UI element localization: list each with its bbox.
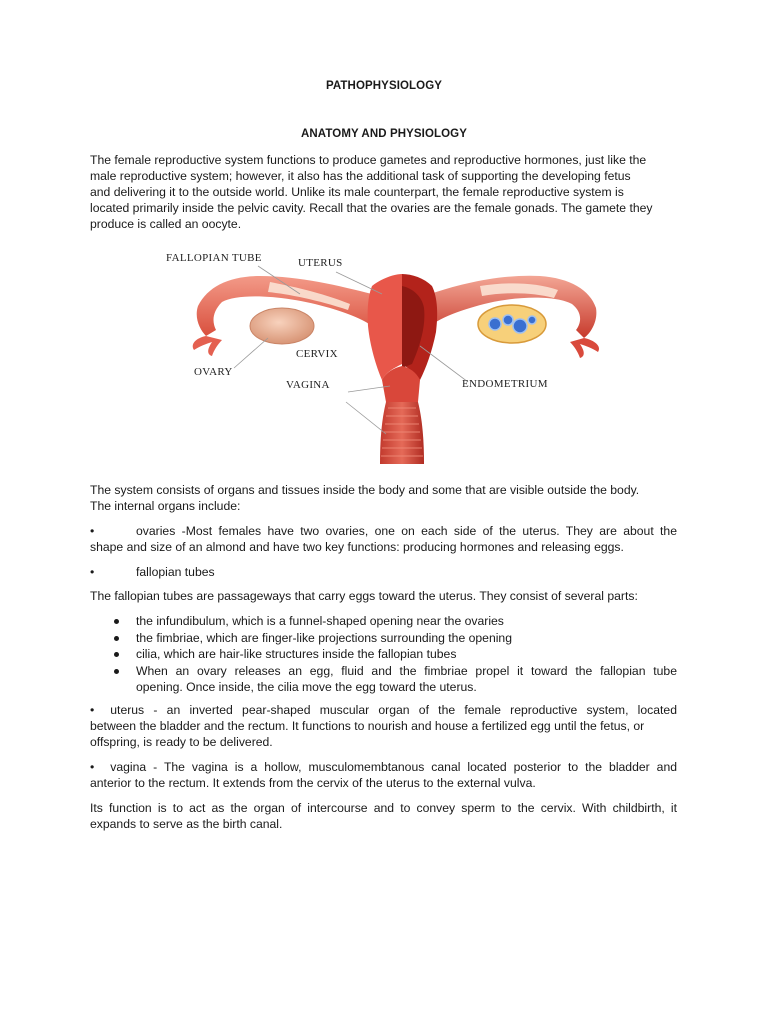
label-vagina: VAGINA bbox=[286, 379, 330, 391]
fallopian-parts-list bbox=[112, 613, 677, 696]
bullet-marker: • bbox=[90, 760, 95, 774]
intro-line: produce is called an oocyte. bbox=[90, 217, 242, 231]
uterus-line-text: uterus - an inverted pear-shaped muscular organ of the female reproductive system, located bbox=[110, 703, 677, 717]
uterus-illustration bbox=[150, 246, 620, 464]
label-uterus: UTERUS bbox=[298, 257, 343, 269]
list-item bbox=[112, 630, 677, 647]
intro-line: located primarily inside the pelvic cavity. Recall that the ovaries are the female gonads. The gamete they bbox=[90, 201, 653, 215]
list-item bbox=[112, 646, 677, 663]
uterus-paragraph bbox=[90, 702, 677, 750]
bullet-marker: • bbox=[90, 524, 95, 538]
vagina-line: anterior to the rectum. It extends from the cervix of the uterus to the external vulva. bbox=[90, 776, 536, 790]
intro-line: male reproductive system; however, it also has the additional task of supporting the developing fetus bbox=[90, 169, 631, 183]
vagina-line bbox=[90, 759, 677, 775]
list-item-text: cilia, which are hair-like structures inside the fallopian tubes bbox=[136, 647, 457, 661]
function-paragraph bbox=[90, 800, 677, 832]
bullet-marker: • bbox=[90, 565, 95, 579]
vagina-shape bbox=[380, 402, 424, 464]
function-line: expands to serve as the birth canal. bbox=[90, 817, 283, 831]
list-item-text: When an ovary releases an egg, fluid and the fimbriae propel it toward the fallopian tube bbox=[136, 663, 677, 678]
label-cervix: CERVIX bbox=[296, 348, 338, 360]
uterus-line bbox=[90, 702, 677, 718]
label-endometrium: ENDOMETRIUM bbox=[462, 378, 548, 390]
list-item bbox=[112, 663, 677, 696]
fallopian-bullet-label: fallopian tubes bbox=[136, 565, 215, 579]
function-line: Its function is to act as the organ of intercourse and to convey sperm to the cervix. With childbirth, it bbox=[90, 801, 677, 815]
system-line: The system consists of organs and tissues inside the body and some that are visible outside the body. bbox=[90, 483, 640, 497]
intro-line: and delivering it to the outside world. Unlike its male counterpart, the female reproductive system is bbox=[90, 185, 624, 199]
section-heading: ANATOMY AND PHYSIOLOGY bbox=[301, 128, 467, 140]
uterus-line: between the bladder and the rectum. It functions to nourish and house a fertilized egg until the fetus, or bbox=[90, 719, 645, 733]
intro-paragraph bbox=[90, 152, 677, 232]
ovaries-line: ovaries -Most females have two ovaries, one on each side of the uterus. They are about the bbox=[136, 524, 677, 538]
system-paragraph bbox=[90, 482, 677, 514]
document-title: PATHOPHYSIOLOGY bbox=[325, 80, 443, 92]
uterus-line: offspring, is ready to be delivered. bbox=[90, 735, 273, 749]
bullet-marker: • bbox=[90, 703, 95, 717]
left-fimbriae bbox=[193, 336, 222, 356]
left-ovary bbox=[250, 308, 314, 344]
list-item-text: opening. Once inside, the cilia move the egg toward the uterus. bbox=[136, 680, 477, 694]
list-item-text: the fimbriae, which are finger-like projections surrounding the opening bbox=[136, 630, 512, 645]
ovaries-bullet bbox=[90, 523, 677, 539]
intro-line: The female reproductive system functions to produce gametes and reproductive hormones, just like the bbox=[90, 153, 647, 167]
ovaries-continuation: shape and size of an almond and have two key functions: producing hormones and releasing eggs. bbox=[90, 540, 624, 554]
fallopian-bullet bbox=[90, 564, 677, 580]
label-ovary: OVARY bbox=[194, 366, 233, 378]
vagina-line-text: vagina - The vagina is a hollow, musculomembtanous canal located posterior to the bladder and bbox=[110, 760, 677, 774]
reproductive-anatomy-figure bbox=[150, 246, 620, 464]
fallopian-intro: The fallopian tubes are passageways that carry eggs toward the uterus. They consist of several parts: bbox=[90, 589, 638, 603]
list-item-text: the infundibulum, which is a funnel-shaped opening near the ovaries bbox=[136, 614, 504, 628]
label-fallopian-tube: FALLOPIAN TUBE bbox=[166, 252, 262, 264]
vagina-paragraph bbox=[90, 759, 677, 791]
system-line: The internal organs include: bbox=[90, 499, 241, 513]
list-item bbox=[112, 613, 677, 630]
